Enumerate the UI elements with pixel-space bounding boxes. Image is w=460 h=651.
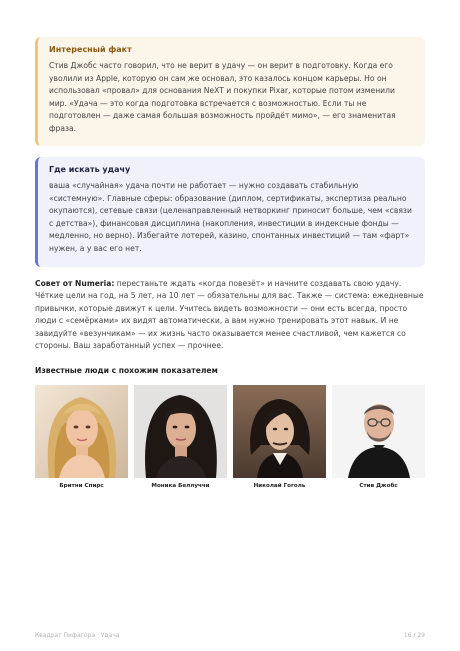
luck-text: ваша «случайная» удача почти не работает — нужно создавать стабильную «системную». Главные сферы: образование (диплом, сертификаты, экспертиза реально окупаются), сетевые связи (целенаправленный нетворкинг приносит больше, чем «связи с детства»), финансовая дисциплина (накопления, инвестиции в индексные фонды — медленно, но верно). Избегайте лотерей, казино, спонтанных инвестиций — там «фарт» нужен, а у вас его нет. xyxy=(49,181,412,253)
person-name: Стив Джобс xyxy=(359,483,398,489)
person-photo xyxy=(332,385,425,478)
person-card xyxy=(332,385,425,489)
fact-text: Стив Джобс часто говорил, что не верит в удачу — он верит в подготовку. Когда его уволили из Apple, которую он сам же основал, это казалось концом карьеры. Но он использовал «провал» для основания NeXT и покупки Pixar, которые потом изменили мир. «Удача — это когда подготовка встречается с возможностью. Если ты не подготовлен — даже самая большая возможность пройдёт мимо», — его знаменитая фраза. xyxy=(49,61,396,133)
person-name: Моника Беллуччи xyxy=(151,483,210,489)
luck-title: Где искать удачу xyxy=(49,165,131,174)
person-card xyxy=(134,385,227,489)
fact-card xyxy=(35,37,425,146)
luck-card xyxy=(35,157,425,267)
person-card xyxy=(35,385,128,489)
person-photo xyxy=(233,385,326,478)
person-photo xyxy=(134,385,227,478)
advice-paragraph xyxy=(35,278,427,352)
person-photo xyxy=(35,385,128,478)
page-number: 16 / 29 xyxy=(403,632,425,639)
person-name: Бритни Спирс xyxy=(59,483,104,489)
fact-title: Интересный факт xyxy=(49,45,132,54)
advice-text: перестаньте ждать «когда повезёт» и начните создавать свою удачу. Чёткие цели на год, на 5 лет, на 10 лет — обязательны для вас. Также — система: ежедневные привычки, которые движут к цели. Учитесь видеть возможности — они есть всегда, просто люди с «семёрками» их видят автоматически, а вам нужно тренировать этот навык. И не завидуйте «везунчикам» — их жизнь часто оказывается менее счастливой, чем кажется со стороны. Ваш заработанный успех — прочнее. xyxy=(35,279,424,351)
person-name: Николай Гоголь xyxy=(253,483,306,489)
people-section-title: Известные люди с похожим показателем xyxy=(35,366,218,375)
advice-label: Совет от Numeria: xyxy=(35,279,115,288)
footer-title: Квадрат Пифагора · Удача xyxy=(35,632,120,639)
person-card xyxy=(233,385,326,489)
